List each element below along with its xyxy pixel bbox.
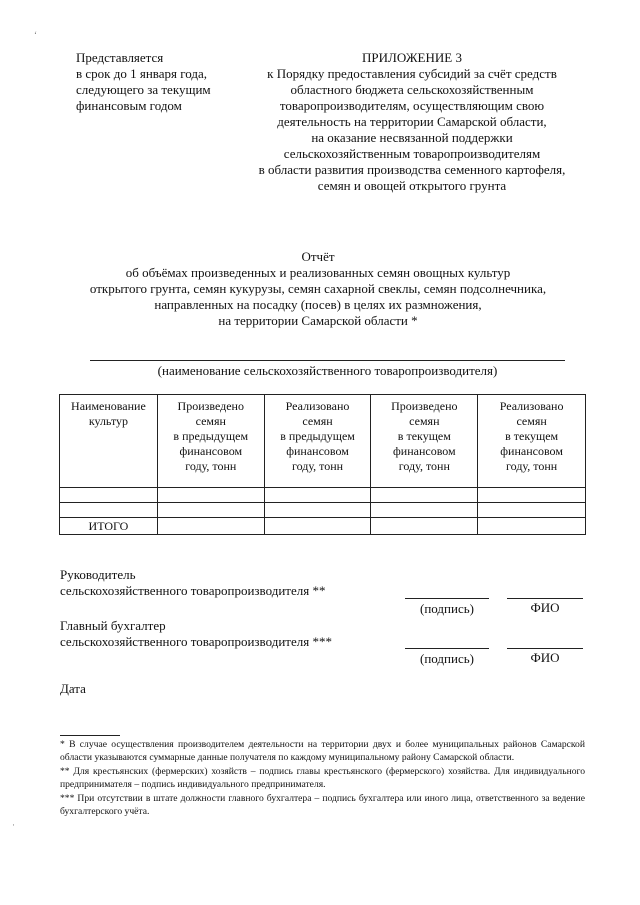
appendix-title: ПРИЛОЖЕНИЕ 3 bbox=[362, 50, 462, 65]
accountant-name-caption: ФИО bbox=[530, 650, 560, 665]
submission-note-line: следующего за текущим bbox=[76, 82, 211, 97]
submission-note-line: Представляется bbox=[76, 50, 164, 65]
header-sold-previous: Реализовано семян в предыдущем финансовом году, тонн bbox=[264, 395, 371, 488]
table-row bbox=[60, 488, 586, 503]
total-label: ИТОГО bbox=[60, 518, 158, 535]
manager-name-field[interactable] bbox=[507, 598, 583, 599]
footnote-divider bbox=[60, 735, 120, 736]
table-cell[interactable] bbox=[157, 518, 264, 535]
header-produced-current: Произведено семян в текущем финансовом году, тонн bbox=[371, 395, 478, 488]
table-cell[interactable] bbox=[60, 503, 158, 518]
table-total-row bbox=[60, 518, 586, 535]
accountant-signature-caption: (подпись) bbox=[420, 651, 474, 666]
submission-note-line: в срок до 1 января года, bbox=[76, 66, 208, 81]
producer-name-caption: (наименование сельскохозяйственного товаропроизводителя) bbox=[157, 363, 498, 378]
appendix-line: семян и овощей открытого грунта bbox=[317, 178, 507, 193]
accountant-signature-label: Главный бухгалтер сельскохозяйственного товаропроизводителя *** bbox=[60, 618, 332, 649]
appendix-header bbox=[232, 50, 592, 194]
report-title-line: открытого грунта, семян кукурузы, семян сахарной свеклы, семян подсолнечника, bbox=[89, 281, 547, 296]
appendix-line: областного бюджета сельскохозяйственным bbox=[290, 82, 534, 97]
table-cell[interactable] bbox=[478, 503, 586, 518]
date-label: Дата bbox=[60, 681, 86, 696]
table-cell[interactable] bbox=[371, 488, 478, 503]
report-title-heading: Отчёт bbox=[301, 249, 335, 264]
table-cell[interactable] bbox=[157, 488, 264, 503]
footnotes bbox=[60, 738, 585, 819]
report-title-line: об объёмах произведенных и реализованных семян овощных культур bbox=[125, 265, 511, 280]
scan-mark-left: · bbox=[12, 820, 15, 830]
table-cell[interactable] bbox=[264, 503, 371, 518]
manager-signature-caption: (подпись) bbox=[420, 601, 474, 616]
footnote-3: *** При отсутствии в штате должности главного бухгалтера – подпись бухгалтера или иного лица, ответственного за ведение бухгалтерского учёта. bbox=[60, 793, 585, 817]
table-cell[interactable] bbox=[157, 503, 264, 518]
appendix-line: товаропроизводителям, осуществляющим свою bbox=[279, 98, 545, 113]
table-cell[interactable] bbox=[264, 488, 371, 503]
appendix-line: сельскохозяйственным товаропроизводителям bbox=[283, 146, 541, 161]
report-title bbox=[58, 249, 578, 329]
submission-note-line: финансовым годом bbox=[76, 98, 182, 113]
footnote-2: ** Для крестьянских (фермерских) хозяйств – подпись главы крестьянского (фермерского) хозяйства. Для индивидуального предпринимателя – подпись индивидуального предпринимателя. bbox=[60, 766, 585, 790]
footnote-1: * В случае осуществления производителем деятельности на территории двух и более муниципальных районов Самарской области указываются суммарные данные получателя по каждому муниципальному району Самарской области. bbox=[60, 739, 585, 763]
producer-name-field[interactable] bbox=[90, 360, 565, 361]
appendix-line: в области развития производства семенного картофеля, bbox=[258, 162, 566, 177]
manager-signature-label: Руководитель сельскохозяйственного товаропроизводителя ** bbox=[60, 567, 326, 598]
scan-mark-top: ‘ bbox=[34, 30, 37, 40]
submission-note bbox=[76, 50, 256, 114]
header-produced-previous: Произведено семян в предыдущем финансовом году, тонн bbox=[157, 395, 264, 488]
appendix-line: к Порядку предоставления субсидий за счёт средств bbox=[267, 66, 557, 81]
header-crops: Наименование культур bbox=[60, 395, 158, 488]
report-title-line: направленных на посадку (посев) в целях их размножения, bbox=[154, 297, 482, 312]
table-cell[interactable] bbox=[60, 488, 158, 503]
table-cell[interactable] bbox=[478, 488, 586, 503]
report-title-line: на территории Самарской области * bbox=[218, 313, 418, 328]
header-sold-current: Реализовано семян в текущем финансовом году, тонн bbox=[478, 395, 586, 488]
accountant-name-field[interactable] bbox=[507, 648, 583, 649]
report-table bbox=[59, 394, 586, 535]
table-cell[interactable] bbox=[371, 503, 478, 518]
accountant-signature-field[interactable] bbox=[405, 648, 489, 649]
manager-signature-field[interactable] bbox=[405, 598, 489, 599]
table-cell[interactable] bbox=[264, 518, 371, 535]
table-cell[interactable] bbox=[478, 518, 586, 535]
table-header-row bbox=[60, 395, 586, 488]
appendix-line: деятельность на территории Самарской области, bbox=[277, 114, 547, 129]
manager-name-caption: ФИО bbox=[530, 600, 560, 615]
appendix-line: на оказание несвязанной поддержки bbox=[311, 130, 513, 145]
table-cell[interactable] bbox=[371, 518, 478, 535]
table-row bbox=[60, 503, 586, 518]
